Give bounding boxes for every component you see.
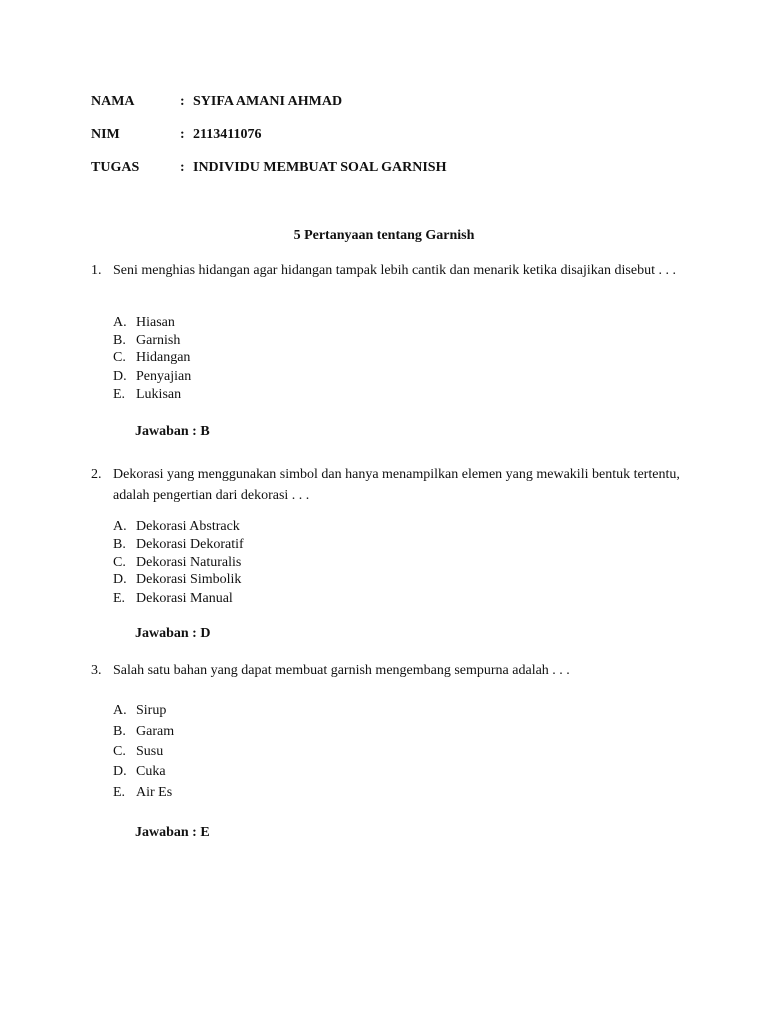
answer-label: Jawaban : E: [135, 825, 210, 840]
name-value: SYIFA AMANI AHMAD: [193, 94, 343, 109]
nim-value: 2113411076: [193, 127, 262, 142]
page-title: 5 Pertanyaan tentang Garnish: [293, 228, 475, 243]
question-text: Dekorasi yang menggunakan simbol dan hanya menampilkan elemen yang mewakili bentuk tertentu, adalah pengertian dari dekorasi . . .: [113, 467, 680, 503]
option-letter: A.: [113, 703, 127, 718]
option-text: Susu: [136, 744, 164, 759]
option-a: [113, 314, 175, 332]
option-letter: B.: [113, 333, 126, 348]
option-text: Dekorasi Naturalis: [136, 555, 242, 570]
option-text: Dekorasi Abstrack: [136, 519, 240, 534]
option-d: [113, 368, 191, 386]
question-text: Seni menghias hidangan agar hidangan tampak lebih cantik dan menarik ketika disajikan disebut . . .: [113, 263, 676, 278]
task-label: TUGAS: [91, 160, 140, 175]
option-b: [113, 723, 174, 741]
option-a: [113, 518, 240, 536]
nim-label: NIM: [91, 127, 120, 142]
option-letter: D.: [113, 572, 127, 587]
option-text: Garnish: [136, 333, 181, 348]
question-number: 1.: [91, 263, 102, 278]
option-b: [113, 332, 180, 350]
option-letter: E.: [113, 591, 126, 606]
option-letter: E.: [113, 785, 126, 800]
option-letter: A.: [113, 315, 127, 330]
question-text: Salah satu bahan yang dapat membuat garnish mengembang sempurna adalah . . .: [113, 663, 570, 678]
answer-label: Jawaban : B: [135, 424, 210, 439]
option-letter: B.: [113, 537, 126, 552]
option-text: Dekorasi Dekoratif: [136, 537, 244, 552]
option-e: [113, 784, 172, 802]
option-letter: C.: [113, 744, 126, 759]
option-text: Penyajian: [136, 369, 192, 384]
option-b: [113, 536, 244, 554]
nim-separator: :: [180, 127, 185, 142]
option-letter: A.: [113, 519, 127, 534]
name-separator: :: [180, 94, 185, 109]
option-c: [113, 743, 163, 761]
question-number: 3.: [91, 663, 102, 678]
option-text: Lukisan: [136, 387, 182, 402]
name-label: NAMA: [91, 94, 135, 109]
option-letter: D.: [113, 369, 127, 384]
option-text: Hiasan: [136, 315, 175, 330]
option-text: Dekorasi Manual: [136, 591, 233, 606]
question-number: 2.: [91, 467, 102, 482]
option-c: [113, 349, 190, 367]
option-letter: B.: [113, 724, 126, 739]
option-e: [113, 590, 233, 608]
task-value: INDIVIDU MEMBUAT SOAL GARNISH: [193, 160, 447, 175]
option-a: [113, 702, 166, 720]
option-c: [113, 554, 241, 572]
option-letter: D.: [113, 764, 127, 779]
option-letter: C.: [113, 350, 126, 365]
option-text: Dekorasi Simbolik: [136, 572, 242, 587]
option-text: Air Es: [136, 785, 173, 800]
option-d: [113, 763, 166, 781]
option-letter: C.: [113, 555, 126, 570]
answer-label: Jawaban : D: [135, 626, 211, 641]
option-e: [113, 386, 181, 404]
option-text: Garam: [136, 724, 175, 739]
option-d: [113, 571, 241, 589]
option-text: Hidangan: [136, 350, 191, 365]
option-text: Cuka: [136, 764, 166, 779]
task-separator: :: [180, 160, 185, 175]
option-text: Sirup: [136, 703, 167, 718]
option-letter: E.: [113, 387, 126, 402]
